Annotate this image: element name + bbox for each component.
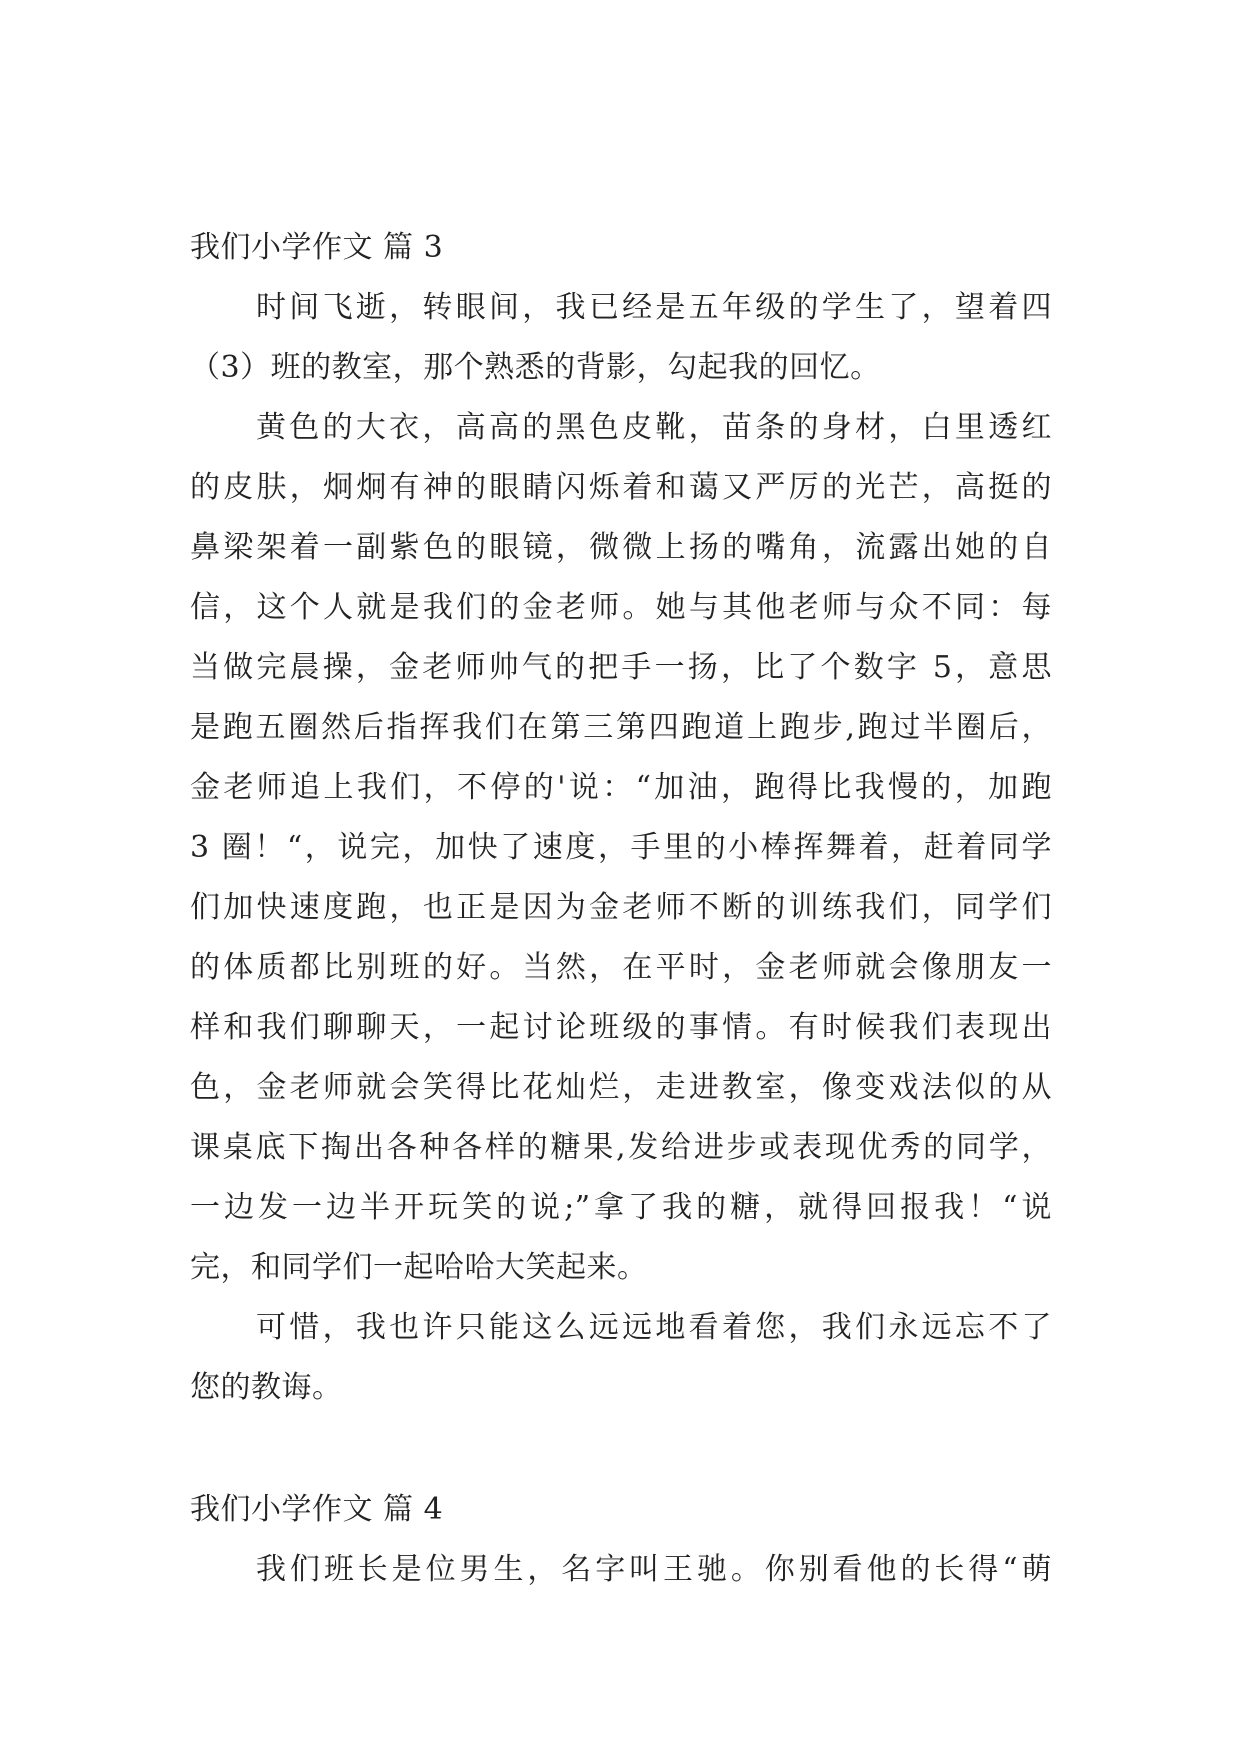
text-line: 们加快速度跑，也正是因为金老师不断的训练我们，同学们 xyxy=(190,890,1052,925)
text-line: （3）班的教室，那个熟悉的背影，勾起我的回忆。 xyxy=(190,350,881,385)
text-line: 信，这个人就是我们的金老师。她与其他老师与众不同：每 xyxy=(190,590,1052,625)
section-spacer xyxy=(190,1418,1052,1480)
text-line: 完，和同学们一起哈哈大笑起来。 xyxy=(190,1250,648,1285)
text-line: 的皮肤，炯炯有神的眼睛闪烁着和蔼又严厉的光芒，高挺的 xyxy=(190,470,1052,505)
text-line: 课桌底下掏出各种各样的糖果,发给进步或表现优秀的同学， xyxy=(190,1130,1052,1165)
section-3-paragraph-2 xyxy=(190,398,1052,1298)
text-line: 色，金老师就会笑得比花灿烂，走进教室，像变戏法似的从 xyxy=(190,1070,1052,1105)
text-line: 黄色的大衣，高高的黑色皮靴，苗条的身材，白里透红 xyxy=(256,410,1052,445)
text-line: 当做完晨操，金老师帅气的把手一扬，比了个数字 5，意思 xyxy=(190,650,1052,685)
text-line: 您的教诲。 xyxy=(190,1370,343,1405)
text-line: 的体质都比别班的好。当然，在平时，金老师就会像朋友一 xyxy=(190,950,1052,985)
section-3-paragraph-1 xyxy=(190,278,1052,398)
text-line: 我们班长是位男生，名字叫王驰。你别看他的长得“萌 xyxy=(256,1552,1052,1587)
section-3-title: 我们小学作文 篇 3 xyxy=(190,230,444,265)
text-line: 一边发一边半开玩笑的说;”拿了我的糖，就得回报我！“说 xyxy=(190,1190,1052,1225)
document-body xyxy=(190,218,1052,1600)
text-line: 可惜，我也许只能这么远远地看着您，我们永远忘不了 xyxy=(256,1310,1052,1345)
text-line: 3 圈！“，说完，加快了速度，手里的小棒挥舞着，赶着同学 xyxy=(190,830,1052,865)
section-3-paragraph-3 xyxy=(190,1298,1052,1418)
text-line: 金老师追上我们，不停的'说：“加油，跑得比我慢的，加跑 xyxy=(190,770,1052,805)
text-line: 样和我们聊聊天，一起讨论班级的事情。有时候我们表现出 xyxy=(190,1010,1052,1045)
section-4-paragraph-1 xyxy=(190,1540,1052,1600)
text-line: 是跑五圈然后指挥我们在第三第四跑道上跑步,跑过半圈后， xyxy=(190,710,1052,745)
text-line: 时间飞逝，转眼间，我已经是五年级的学生了，望着四 xyxy=(256,290,1052,325)
section-4-title: 我们小学作文 篇 4 xyxy=(190,1492,444,1527)
text-line: 鼻梁架着一副紫色的眼镜，微微上扬的嘴角，流露出她的自 xyxy=(190,530,1052,565)
